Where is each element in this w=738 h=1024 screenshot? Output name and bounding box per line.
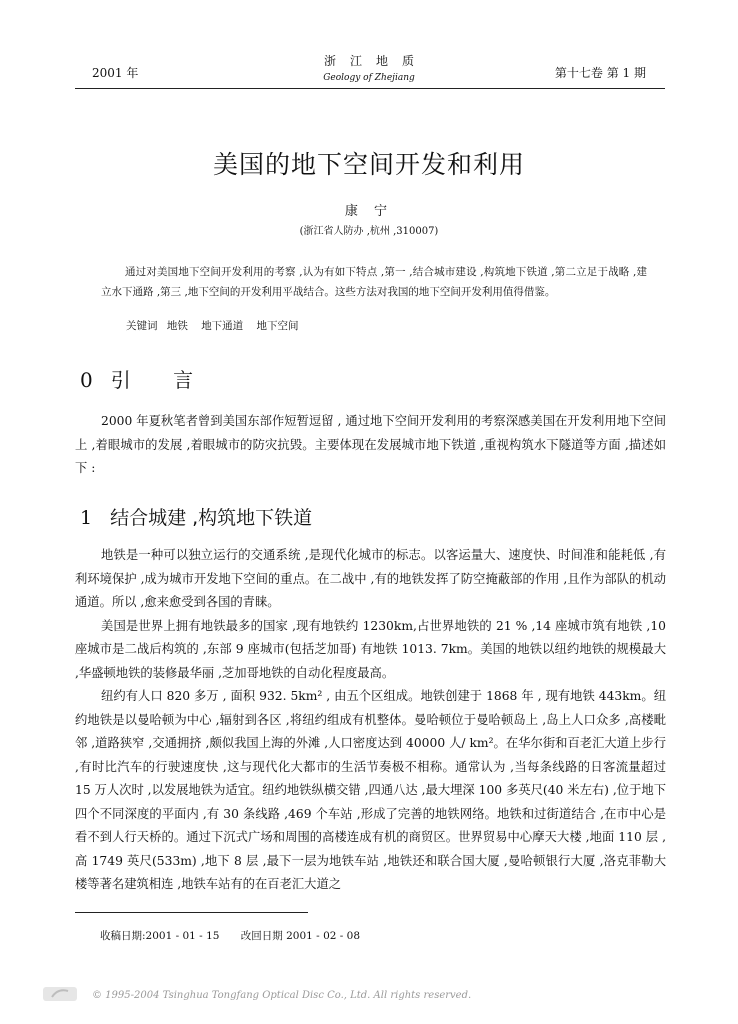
header-rule <box>75 88 665 89</box>
intro-body <box>75 410 666 481</box>
paragraph: 2000 年夏秋笔者曾到美国东部作短暂逗留 , 通过地下空间开发利用的考察深感美国在开发利用地下空间上 ,着眼城市的发展 ,着眼城市的防灾抗毁。主要体现在发展城市地下铁道 ,重视构筑水下隧道等方面 ,描述如下 : <box>75 414 666 475</box>
keywords <box>126 318 309 333</box>
footnote-rule <box>75 912 308 913</box>
keyword: 地下空间 <box>256 320 299 332</box>
paragraph: 美国是世界上拥有地铁最多的国家 ,现有地铁约 1230km,占世界地铁的 21 % ,14 座城市筑有地铁 ,10 座城市是二战后构筑的 ,东部 9 座城市(包括芝加哥) 有地铁 1013. 7km。美国的地铁以纽约地铁的规模最大 ,华盛顿地铁的装修最华丽 ,芝加哥地铁的自动化程度最高。 <box>75 618 666 680</box>
section-number: 0 <box>80 368 93 392</box>
footnote <box>100 928 378 943</box>
paragraph: 纽约有人口 820 多万 , 面积 932. 5km² , 由五个区组成。地铁创建于 1868 年 , 现有地铁 443km。纽约地铁是以曼哈顿为中心 ,辐射到各区 ,将纽约组成有机整体。曼哈顿位于曼哈顿岛上 ,岛上人口众多 ,高楼毗邻 ,道路狭窄 ,交通拥挤 ,颇似我国上海的外滩 ,人口密度达到 40000 人/ km²。在华尔街和百老汇大道上步行 ,有时比汽车的行驶速度快 ,这与现代化大都市的生活节奏极不相称。通常认为 ,当每条线路的日客流量超过 15 万人次时 ,以发展地铁为适宜。纽约地铁纵横交错 ,四通八达 ,最大埋深 100 多英尺(40 米左右) ,位于地下四个不同深度的平面内 ,有 30 条线路 ,469 个车站 ,形成了完善的地铁网络。地铁和过街道结合 ,在市中心是看不到人行天桥的。通过下沉式广场和周围的高楼连成有机的商贸区。世界贸易中心摩天大楼 ,地面 110 层 ,高 1749 英尺(533m) ,地下 8 层 ,最下一层为地铁车站 ,地铁还和联合国大厦 ,曼哈顿银行大厦 ,洛克菲勒大楼等著名建筑相连 ,地铁车站有的在百老汇大道之 <box>75 689 666 891</box>
section-title: 结合城建 ,构筑地下铁道 <box>110 507 313 529</box>
copyright-notice: © 1995-2004 Tsinghua Tongfang Optical Disc Co., Ltd. All rights reserved. <box>92 990 472 1001</box>
section-heading-intro <box>80 364 211 393</box>
section-number: 1 <box>80 507 93 529</box>
article-author: 康 宁 <box>344 204 394 219</box>
paragraph: 地铁是一种可以独立运行的交通系统 ,是现代化城市的标志。以客运量大、速度快、时间准和能耗低 ,有利环境保护 ,成为城市开发地下空间的重点。在二战中 ,有的地铁发挥了防空掩蔽部的作用 ,且作为部队的机动通道。所以 ,愈来愈受到各国的青睐。 <box>75 548 666 609</box>
article-affiliation: (浙江省人防办 ,杭州 ,310007) <box>299 226 439 237</box>
revised-date: 改回日期 2001 - 02 - 08 <box>240 930 361 942</box>
section-1-body <box>75 544 666 897</box>
section-heading-1 <box>80 503 312 530</box>
keywords-label: 关键词 <box>126 320 158 332</box>
header-year: 2001 年 <box>92 66 139 80</box>
section-title: 引 言 <box>110 368 212 392</box>
journal-name-en: Geology of Zhejiang <box>323 73 415 83</box>
abstract: 通过对美国地下空间开发利用的考察 ,认为有如下特点 ,第一 ,结合城市建设 ,构筑地下铁道 ,第二立足于战略 ,建立水下通路 ,第三 ,地下空间的开发利用平战结合。这些方法对我国的地下空间开发利用值得借鉴。 <box>101 266 647 298</box>
keyword: 地铁 <box>166 320 188 332</box>
header-volume: 第十七卷 第 1 期 <box>554 66 646 80</box>
received-date: 收稿日期:2001 - 01 - 15 <box>100 930 220 942</box>
journal-name-cn: 浙江地质 <box>323 54 428 68</box>
article-title: 美国的地下空间开发和利用 <box>212 150 525 179</box>
publisher-logo-icon <box>42 985 80 1003</box>
keyword: 地下通道 <box>201 320 244 332</box>
